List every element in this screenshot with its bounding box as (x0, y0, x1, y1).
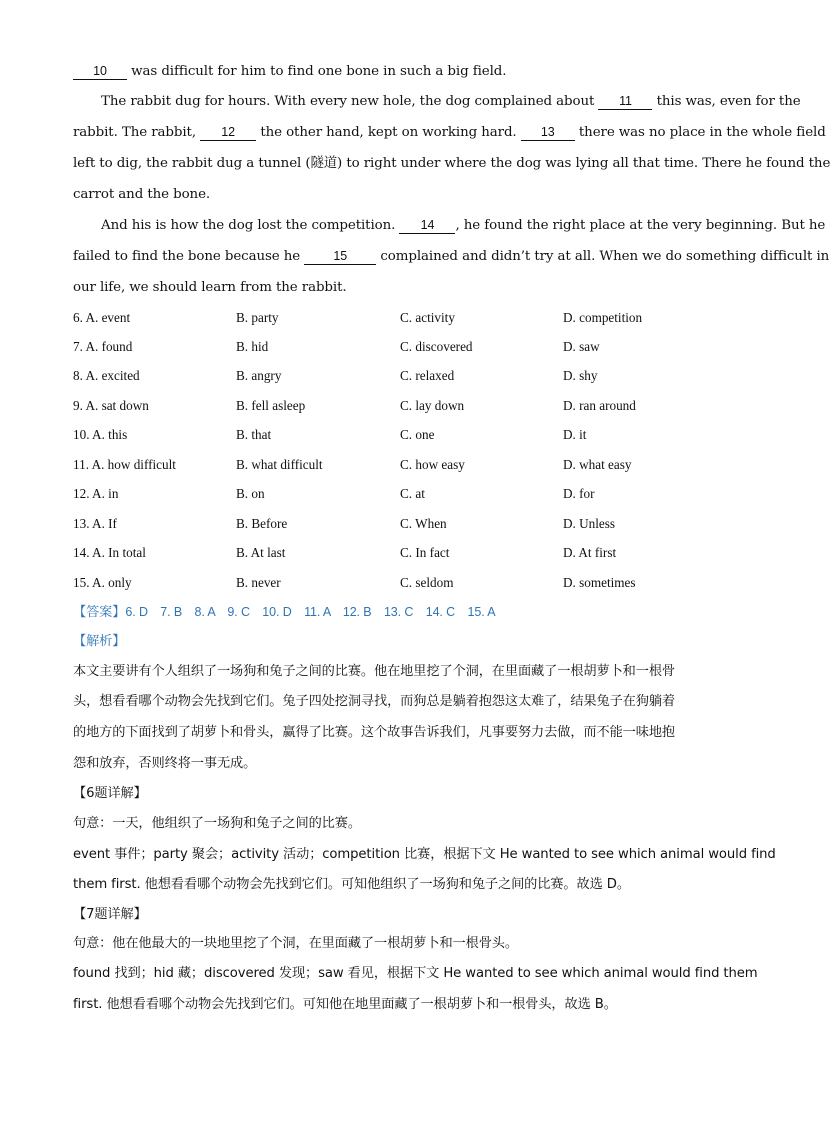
option-8c: C. relaxed (400, 368, 455, 383)
passage-line-7: failed to find the bone because he 15 complained and didn’t try at all. When we do something difficult in (73, 249, 830, 264)
option-15a: 15. A. only (73, 575, 132, 590)
option-7c: C. discovered (400, 339, 473, 354)
blank-13: 13 (521, 125, 575, 141)
option-13c: C. When (400, 516, 447, 531)
passage-line-3: rabbit. The rabbit, 12 the other hand, kept on working hard. 13 there was no place in the whole field (73, 125, 826, 140)
q6-heading: 【6题详解】 (73, 786, 147, 801)
option-13b: B. Before (236, 516, 288, 531)
blank-14: 14 (399, 218, 455, 234)
option-11b: B. what difficult (236, 457, 323, 472)
option-7a: 7. A. found (73, 339, 133, 354)
option-10a: 10. A. this (73, 427, 128, 442)
blank-10: 10 (73, 64, 127, 80)
option-8b: B. angry (236, 368, 282, 383)
option-6a: 6. A. event (73, 310, 131, 325)
passage-line-2: The rabbit dug for hours. With every new hole, the dog complained about 11 this was, even for the (101, 94, 801, 109)
option-9d: D. ran around (563, 398, 636, 413)
passage-line-1: 10 was difficult for him to find one bone in such a big field. (73, 63, 506, 81)
q7-explain-1: found 找到；hid 藏；discovered 发现；saw 看见，根据下文 He wanted to see which animal would find them (73, 966, 758, 981)
option-6d: D. competition (563, 310, 643, 325)
q7-explain-2: first. 他想看看哪个动物会先找到它们。可知他在地里面藏了一根胡萝卜和一根骨头，故选 B。 (73, 997, 617, 1012)
option-14c: C. In fact (400, 545, 450, 560)
q6-sentence: 句意：一天，他组织了一场狗和兔子之间的比赛。 (73, 816, 361, 831)
option-13d: D. Unless (563, 516, 616, 531)
option-15d: D. sometimes (563, 575, 636, 590)
option-9b: B. fell asleep (236, 398, 306, 413)
option-10d: D. it (563, 427, 587, 442)
analysis-line-2: 头，想看看哪个动物会先找到它们。兔子四处挖洞寻找，而狗总是躺着抱怨这太难了，结果兔子在狗躺着 (73, 694, 676, 709)
option-10c: C. one (400, 427, 435, 442)
option-7b: B. hid (236, 339, 269, 354)
analysis-line-1: 本文主要讲有个人组织了一场狗和兔子之间的比赛。他在地里挖了个洞，在里面藏了一根胡萝卜和一根骨 (73, 664, 676, 679)
answer-line (73, 603, 496, 622)
analysis-line-4: 怨和放弃，否则终将一事无成。 (73, 756, 257, 771)
passage-line-6: And his is how the dog lost the competition. 14 , he found the right place at the very beginning. But he (101, 218, 826, 233)
passage-line-8: our life, we should learn from the rabbit. (73, 280, 347, 295)
option-15b: B. never (236, 575, 281, 590)
option-12c: C. at (400, 486, 425, 501)
q6-explain-1: event 事件；party 聚会；activity 活动；competition 比赛，根据下文 He wanted to see which animal would find (73, 847, 776, 862)
passage-line-4: left to dig, the rabbit dug a tunnel (隧道) to right under where the dog was lying all that time. There he found the (73, 156, 830, 171)
option-6c: C. activity (400, 310, 455, 325)
option-12d: D. for (563, 486, 595, 501)
option-8d: D. shy (563, 368, 598, 383)
option-11a: 11. A. how difficult (73, 457, 176, 472)
answer-text: 6. D 7. B 8. A 9. C 10. D 11. A 12. B 13. C 14. C 15. A (125, 605, 496, 619)
analysis-line-3: 的地方的下面找到了胡萝卜和骨头，赢得了比赛。这个故事告诉我们，凡事要努力去做，而不能一味地抱 (73, 725, 676, 740)
option-12a: 12. A. in (73, 486, 119, 501)
q6-explain-2: them first. 他想看看哪个动物会先找到它们。可知他组织了一场狗和兔子之间的比赛。故选 D。 (73, 877, 630, 892)
option-14a: 14. A. In total (73, 545, 146, 560)
option-11c: C. how easy (400, 457, 465, 472)
option-7d: D. saw (563, 339, 600, 354)
blank-15: 15 (304, 249, 376, 265)
option-8a: 8. A. excited (73, 368, 140, 383)
option-11d: D. what easy (563, 457, 632, 472)
blank-12: 12 (200, 125, 256, 141)
option-14b: B. At last (236, 545, 286, 560)
answer-label: 【答案】 (73, 605, 126, 620)
option-15c: C. seldom (400, 575, 454, 590)
analysis-label: 【解析】 (73, 634, 126, 649)
option-6b: B. party (236, 310, 279, 325)
option-12b: B. on (236, 486, 265, 501)
passage-line-5: carrot and the bone. (73, 187, 211, 202)
option-10b: B. that (236, 427, 272, 442)
option-9a: 9. A. sat down (73, 398, 149, 413)
option-14d: D. At first (563, 545, 617, 560)
q7-heading: 【7题详解】 (73, 907, 147, 922)
option-13a: 13. A. If (73, 516, 117, 531)
blank-11: 11 (598, 94, 652, 110)
q7-sentence: 句意：他在他最大的一块地里挖了个洞，在里面藏了一根胡萝卜和一根骨头。 (73, 936, 518, 951)
option-9c: C. lay down (400, 398, 465, 413)
